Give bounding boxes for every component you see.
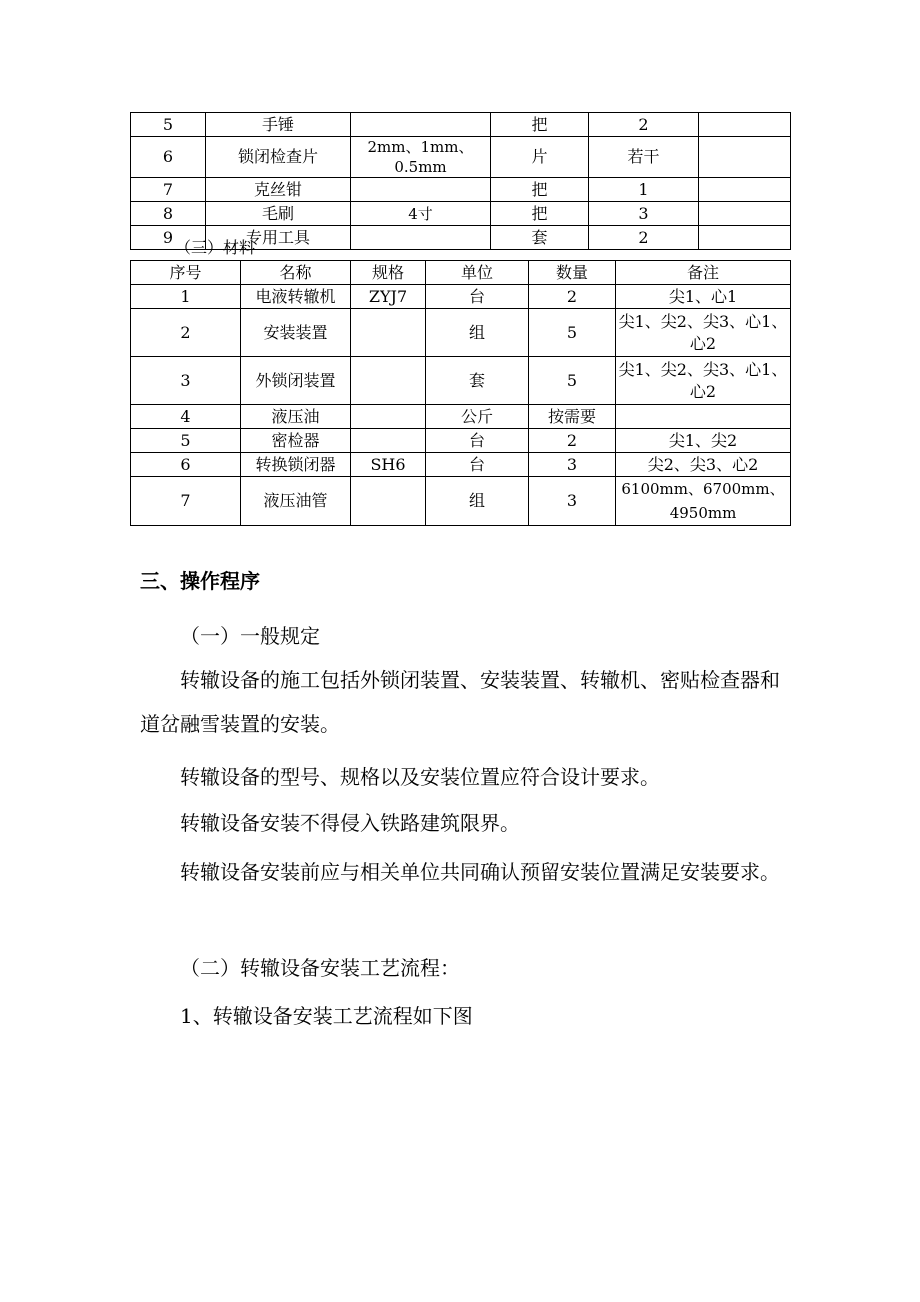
table-cell: 1 <box>131 285 241 309</box>
table-cell: 尖1、尖2、尖3、心1、心2 <box>616 309 791 357</box>
header-cell: 规格 <box>351 261 426 285</box>
table-cell: 1 <box>589 178 699 202</box>
table-cell: 5 <box>131 429 241 453</box>
header-cell: 备注 <box>616 261 791 285</box>
table-cell: 片 <box>491 137 589 178</box>
table-cell: 6 <box>131 453 241 477</box>
paragraph: 转辙设备的型号、规格以及安装位置应符合设计要求。 <box>180 765 660 789</box>
table-cell: 密检器 <box>241 429 351 453</box>
table-cell: 4 <box>131 405 241 429</box>
table-cell: 尖2、尖3、心2 <box>616 453 791 477</box>
table-cell: 2 <box>131 309 241 357</box>
table-cell <box>699 113 791 137</box>
table-cell: 液压油 <box>241 405 351 429</box>
table-cell: ZYJ7 <box>351 285 426 309</box>
table-cell: 台 <box>426 429 529 453</box>
paragraph: 转辙设备的施工包括外锁闭装置、安装装置、转辙机、密贴检查器和道岔融雪装置的安装。 <box>140 668 780 736</box>
table-cell: 公斤 <box>426 405 529 429</box>
table-row <box>131 453 791 477</box>
table-cell: 手锤 <box>206 113 351 137</box>
table-cell <box>351 178 491 202</box>
header-cell: 名称 <box>241 261 351 285</box>
table-cell: 外锁闭装置 <box>241 357 351 405</box>
table-cell: 3 <box>529 453 616 477</box>
table-cell: 7 <box>131 477 241 526</box>
table-row <box>131 405 791 429</box>
table-row <box>131 137 791 178</box>
table-cell: 台 <box>426 453 529 477</box>
table-cell: 尖1、心1 <box>616 285 791 309</box>
table-row <box>131 113 791 137</box>
subsection-process: （二）转辙设备安装工艺流程： <box>180 956 460 980</box>
paragraph: 转辙设备安装不得侵入铁路建筑限界。 <box>180 811 520 835</box>
table-cell: 按需要 <box>529 405 616 429</box>
table-cell: 3 <box>131 357 241 405</box>
table-cell: 克丝钳 <box>206 178 351 202</box>
table-cell: 转换锁闭器 <box>241 453 351 477</box>
section-title: 三、操作程序 <box>140 569 260 593</box>
table-cell <box>699 226 791 250</box>
table-row <box>131 429 791 453</box>
header-cell: 数量 <box>529 261 616 285</box>
table-cell: 安装装置 <box>241 309 351 357</box>
table-cell: 若干 <box>589 137 699 178</box>
table-cell: 组 <box>426 309 529 357</box>
table-cell <box>699 178 791 202</box>
table-row <box>131 178 791 202</box>
table-cell <box>699 202 791 226</box>
table-row <box>131 357 791 405</box>
table-cell: 把 <box>491 113 589 137</box>
table-cell: 5 <box>529 357 616 405</box>
table-cell: SH6 <box>351 453 426 477</box>
table-cell: 7 <box>131 178 206 202</box>
table-cell: 2 <box>589 226 699 250</box>
table-cell: 3 <box>529 477 616 526</box>
table-cell: 锁闭检查片 <box>206 137 351 178</box>
table-cell <box>351 226 491 250</box>
table-cell: 2 <box>589 113 699 137</box>
table-row <box>131 202 791 226</box>
table-cell: 2mm、1mm、0.5mm <box>351 137 491 178</box>
table-cell <box>351 477 426 526</box>
table-cell: 套 <box>426 357 529 405</box>
table-cell <box>351 429 426 453</box>
materials-caption: （三）材料 <box>175 238 256 257</box>
header-cell: 序号 <box>131 261 241 285</box>
table-cell: 毛刷 <box>206 202 351 226</box>
table-row <box>131 285 791 309</box>
table-cell: 液压油管 <box>241 477 351 526</box>
table-cell: 8 <box>131 202 206 226</box>
materials-table <box>130 260 791 526</box>
table-cell: 台 <box>426 285 529 309</box>
header-cell: 单位 <box>426 261 529 285</box>
table-cell <box>699 137 791 178</box>
subsection-general: （一）一般规定 <box>180 624 320 648</box>
materials-header-row <box>131 261 791 285</box>
table-cell: 组 <box>426 477 529 526</box>
table-cell: 套 <box>491 226 589 250</box>
table-cell: 2 <box>529 429 616 453</box>
list-item: 1、转辙设备安装工艺流程如下图 <box>180 1004 473 1028</box>
table-cell: 4寸 <box>351 202 491 226</box>
table-cell <box>616 405 791 429</box>
table-cell <box>351 309 426 357</box>
table-cell: 电液转辙机 <box>241 285 351 309</box>
table-cell: 3 <box>589 202 699 226</box>
table-cell: 6100mm、6700mm、4950mm <box>616 477 791 526</box>
table-cell: 把 <box>491 202 589 226</box>
table-cell: 尖1、尖2、尖3、心1、心2 <box>616 357 791 405</box>
table-cell <box>351 405 426 429</box>
tools-table <box>130 112 791 250</box>
table-row <box>131 477 791 526</box>
table-cell <box>351 113 491 137</box>
table-cell <box>351 357 426 405</box>
table-cell: 9 <box>131 226 206 250</box>
table-cell: 专用工具 <box>206 226 351 250</box>
table-cell: 6 <box>131 137 206 178</box>
table-cell: 尖1、尖2 <box>616 429 791 453</box>
table-row <box>131 309 791 357</box>
paragraph: 转辙设备安装前应与相关单位共同确认预留安装位置满足安装要求。 <box>180 860 780 884</box>
table-cell: 5 <box>529 309 616 357</box>
table-cell: 5 <box>131 113 206 137</box>
table-cell: 把 <box>491 178 589 202</box>
table-cell: 2 <box>529 285 616 309</box>
